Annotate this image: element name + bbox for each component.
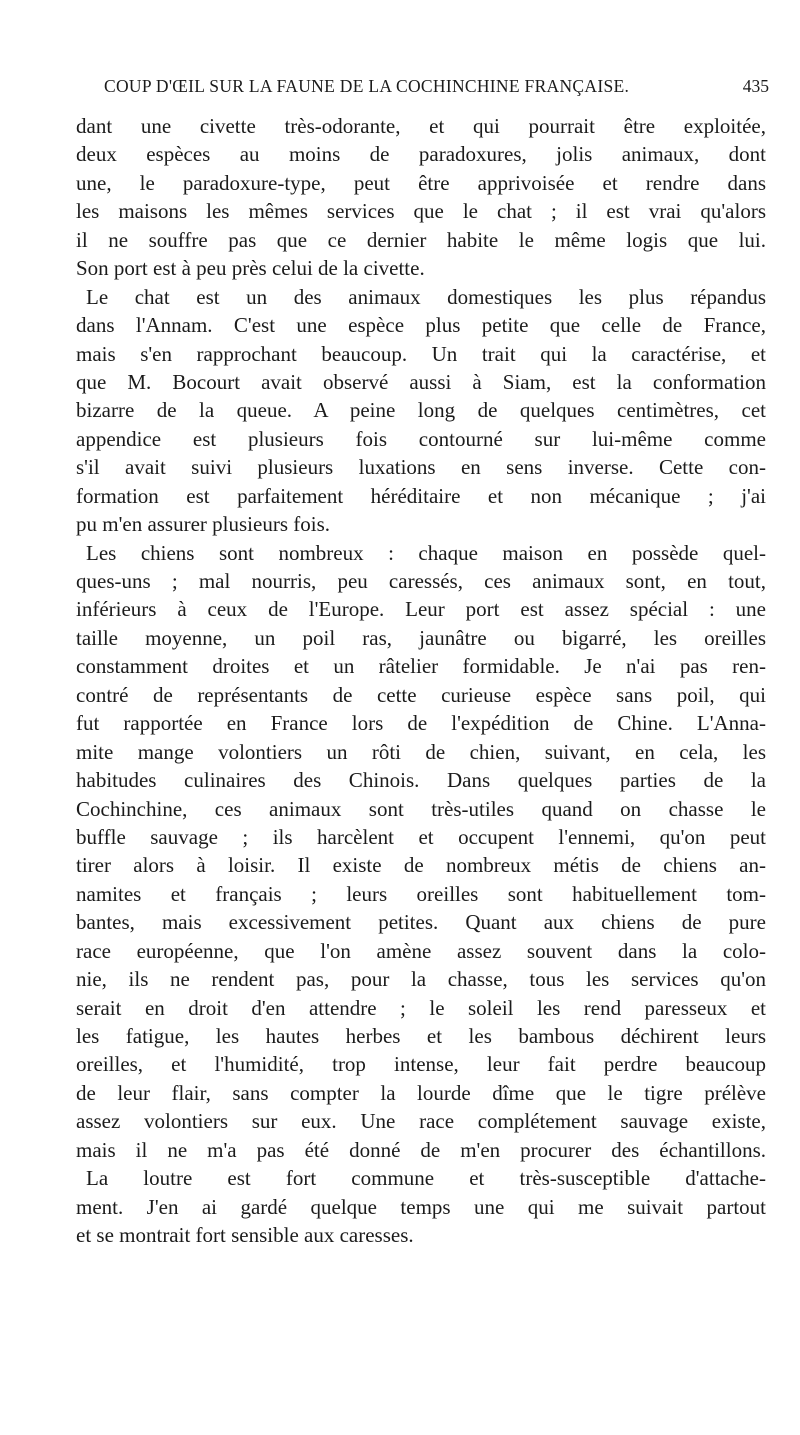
text-line: mite mange volontiers un rôti de chien, suivant, en cela, les — [76, 739, 766, 764]
running-head — [104, 76, 769, 100]
paragraph-end-line: et se montrait fort sensible aux caresses. — [76, 1223, 414, 1248]
text-line: mais s'en rapprochant beaucoup. Un trait qui la caractérise, et — [76, 341, 766, 366]
text-line: les fatigue, les hautes herbes et les bambous déchirent leurs — [76, 1024, 766, 1048]
text-line: s'il avait suivi plusieurs luxations en sens inverse. Cette con- — [76, 455, 766, 480]
text-line: il ne souffre pas que ce dernier habite le même logis que lui. — [76, 227, 766, 252]
text-line: assez volontiers sur eux. Une race complétement sauvage existe, — [76, 1109, 766, 1134]
paragraph-start-line: Les chiens sont nombreux : chaque maison en possède quel- — [86, 540, 766, 565]
paragraph-end-line: pu m'en assurer plusieurs fois. — [76, 512, 330, 537]
paragraph-end-line: Son port est à peu près celui de la civette. — [76, 256, 425, 281]
text-line: ment. J'en ai gardé quelque temps une qui me suivait partout — [76, 1194, 766, 1219]
text-line: serait en droit d'en attendre ; le soleil les rend paresseux et — [76, 995, 766, 1020]
text-line: contré de représentants de cette curieuse espèce sans poil, qui — [76, 682, 766, 707]
paragraph-start-line: La loutre est fort commune et très-susceptible d'attache- — [86, 1166, 766, 1191]
text-line: de leur flair, sans compter la lourde dîme que le tigre prélève — [76, 1080, 766, 1105]
text-line: inférieurs à ceux de l'Europe. Leur port est assez spécial : une — [76, 597, 766, 622]
text-line: que M. Bocourt avait observé aussi à Siam, est la conformation — [76, 369, 766, 394]
text-line: bizarre de la queue. A peine long de quelques centimètres, cet — [76, 398, 766, 423]
text-line: une, le paradoxure-type, peut être apprivoisée et rendre dans — [76, 170, 766, 195]
text-line: constamment droites et un râtelier formidable. Je n'ai pas ren- — [76, 654, 766, 679]
text-line: oreilles, et l'humidité, trop intense, leur fait perdre beaucoup — [76, 1052, 766, 1077]
text-line: Cochinchine, ces animaux sont très-utiles quand on chasse le — [76, 796, 766, 821]
text-line: deux espèces au moins de paradoxures, jolis animaux, dont — [76, 142, 766, 167]
text-line: fut rapportée en France lors de l'expédition de Chine. L'Anna- — [76, 711, 766, 736]
text-line: tirer alors à loisir. Il existe de nombreux métis de chiens an- — [76, 853, 766, 878]
text-line: ques-uns ; mal nourris, peu caressés, ces animaux sont, en tout, — [76, 569, 766, 593]
page-number: 435 — [742, 76, 769, 96]
text-line: dant une civette très-odorante, et qui pourrait être exploitée, — [76, 114, 766, 138]
text-line: mais il ne m'a pas été donné de m'en procurer des échantillons. — [76, 1137, 766, 1162]
text-line: taille moyenne, un poil ras, jaunâtre ou bigarré, les oreilles — [76, 625, 766, 650]
text-line: namites et français ; leurs oreilles sont habituellement tom- — [76, 881, 766, 906]
text-line: appendice est plusieurs fois contourné sur lui-même comme — [76, 426, 766, 451]
body-text — [76, 112, 766, 1250]
text-line: nie, ils ne rendent pas, pour la chasse, tous les services qu'on — [76, 967, 766, 992]
running-title: COUP D'ŒIL SUR LA FAUNE DE LA COCHINCHINE FRANÇAISE. — [104, 76, 630, 96]
text-line: buffle sauvage ; ils harcèlent et occupent l'ennemi, qu'on peut — [76, 824, 766, 849]
text-line: formation est parfaitement héréditaire et non mécanique ; j'ai — [76, 483, 766, 508]
text-line: race européenne, que l'on amène assez souvent dans la colo- — [76, 938, 766, 963]
text-line: les maisons les mêmes services que le chat ; il est vrai qu'alors — [76, 199, 766, 224]
text-line: dans l'Annam. C'est une espèce plus petite que celle de France, — [76, 313, 766, 338]
text-line: bantes, mais excessivement petites. Quant aux chiens de pure — [76, 910, 766, 935]
text-line: habitudes culinaires des Chinois. Dans quelques parties de la — [76, 768, 766, 793]
paragraph-start-line: Le chat est un des animaux domestiques les plus répandus — [86, 284, 766, 309]
